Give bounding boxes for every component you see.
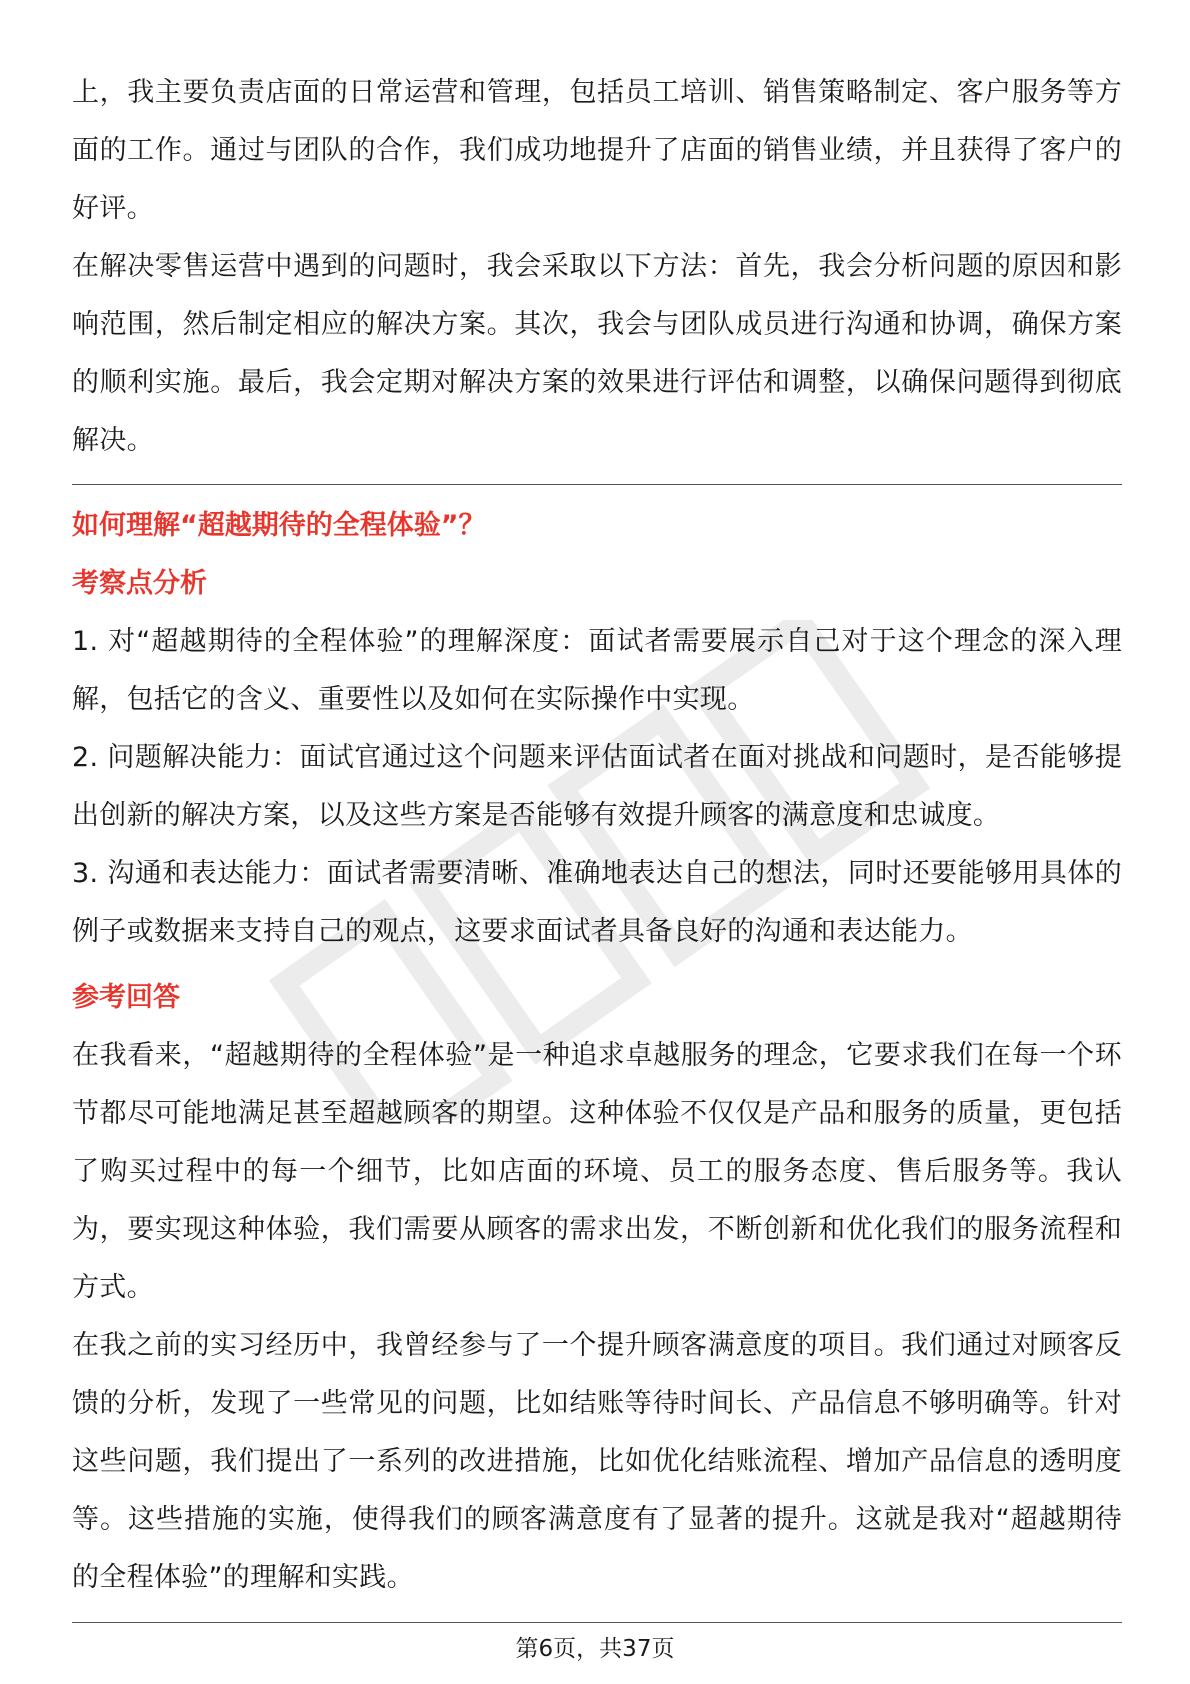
footer-divider bbox=[72, 1622, 1122, 1623]
analysis-point: 1. 对“超越期待的全程体验”的理解深度：面试者需要展示自己对于这个理念的深入理解，包括它的含义、重要性以及如何在实际操作中实现。 bbox=[72, 626, 1122, 715]
analysis-point: 2. 问题解决能力：面试官通过这个问题来评估面试者在面对挑战和问题时，是否能够提出创新的解决方案，以及这些方案是否能够有效提升顾客的满意度和忠诚度。 bbox=[72, 742, 1122, 831]
question-title: 如何理解“超越期待的全程体验”？ bbox=[72, 510, 486, 541]
page-number: 第6页，共37页 bbox=[515, 1636, 675, 1662]
page-content bbox=[72, 64, 1122, 1607]
intro-paragraph: 在解决零售运营中遇到的问题时，我会采取以下方法：首先，我会分析问题的原因和影响范围，然后制定相应的解决方案。其次，我会与团队成员进行沟通和协调，确保方案的顺利实施。最后，我会定期对解决方案的效果进行评估和调整，以确保问题得到彻底解决。 bbox=[72, 251, 1122, 456]
analysis-heading: 考察点分析 bbox=[72, 568, 207, 599]
answer-heading: 参考回答 bbox=[72, 982, 180, 1013]
answer-paragraph: 在我看来，“超越期待的全程体验”是一种追求卓越服务的理念，它要求我们在每一个环节都尽可能地满足甚至超越顾客的期望。这种体验不仅仅是产品和服务的质量，更包括了购买过程中的每一个细节，比如店面的环境、员工的服务态度、售后服务等。我认为，要实现这种体验，我们需要从顾客的需求出发，不断创新和优化我们的服务流程和方式。 bbox=[72, 1040, 1122, 1303]
analysis-point: 3. 沟通和表达能力：面试者需要清晰、准确地表达自己的想法，同时还要能够用具体的例子或数据来支持自己的观点，这要求面试者具备良好的沟通和表达能力。 bbox=[72, 858, 1122, 947]
intro-paragraph: 上，我主要负责店面的日常运营和管理，包括员工培训、销售策略制定、客户服务等方面的工作。通过与团队的合作，我们成功地提升了店面的销售业绩，并且获得了客户的好评。 bbox=[72, 77, 1122, 224]
answer-paragraph: 在我之前的实习经历中，我曾经参与了一个提升顾客满意度的项目。我们通过对顾客反馈的分析，发现了一些常见的问题，比如结账等待时间长、产品信息不够明确等。针对这些问题，我们提出了一系列的改进措施，比如优化结账流程、增加产品信息的透明度等。这些措施的实施，使得我们的顾客满意度有了显著的提升。这就是我对“超越期待的全程体验”的理解和实践。 bbox=[72, 1330, 1122, 1593]
section-divider bbox=[72, 484, 1122, 485]
